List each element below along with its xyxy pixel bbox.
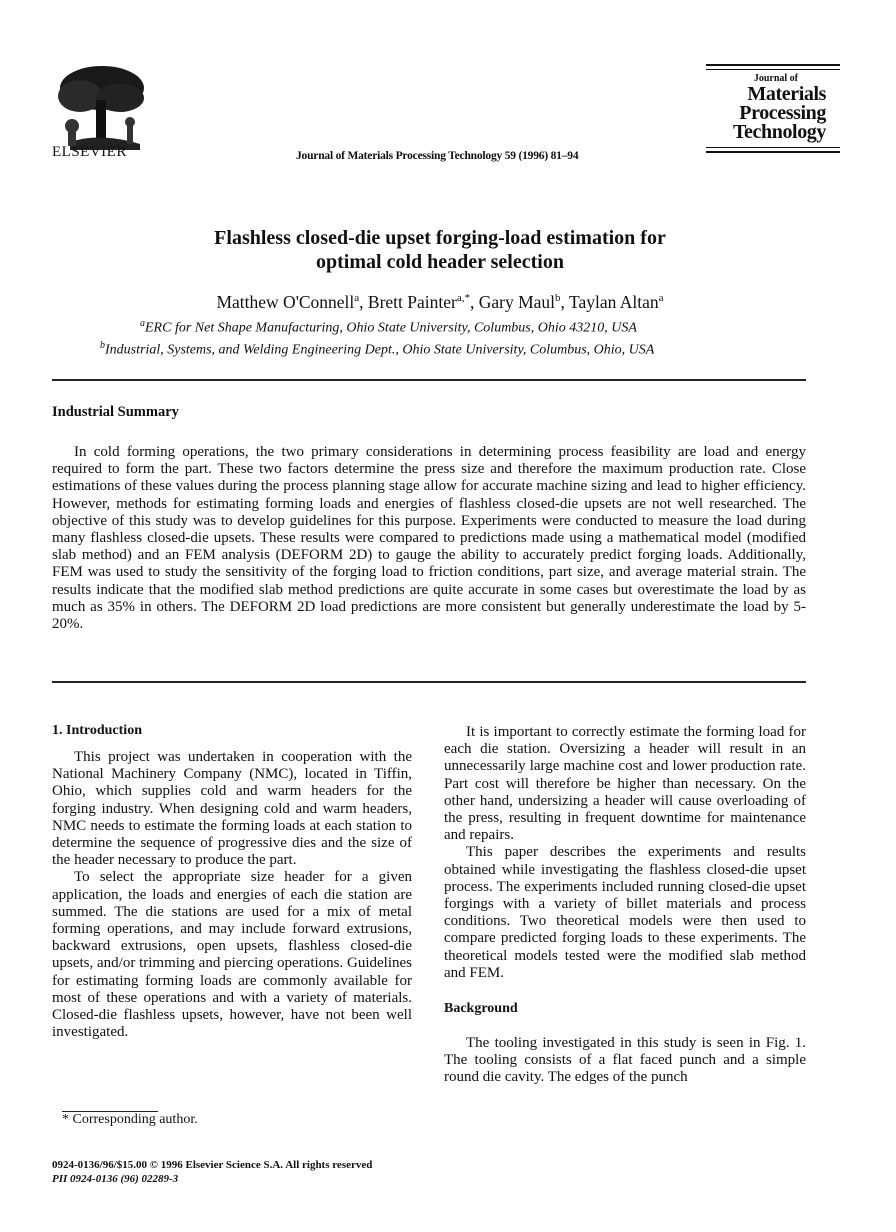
masthead-rule-bottom-thin <box>706 147 840 148</box>
body-paragraph: To select the appropriate size header for a given application, the loads and energies of each die station are summed. The die stations are used for a mix of metal forming operations, and may include forward extrusions, backward extrusions, open upsets, flashless closed-die upsets, and/or trimming and piercing operations. Guidelines for estimating forming loads are commonly available for most of these operations and with a variety of materials. Closed-die flashless upsets, however, have not been well investigated. <box>52 869 412 1041</box>
elsevier-tree-logo <box>50 62 150 154</box>
body-paragraph: This paper describes the experiments and results obtained while investigating the flashless closed-die upset process. The experiments included running closed-die upset forgings with a variety of billet materials and process conditions. Two theoretical models were then used to compare predicted forging loads to these experiments. The theoretical models tested were the modified slab method and FEM. <box>444 844 806 981</box>
section-divider <box>52 681 806 683</box>
affiliation-mark: b <box>100 340 105 351</box>
journal-masthead <box>706 64 840 156</box>
summary-paragraph: In cold forming operations, the two primary considerations in determining process feasibility are load and energy required to form the part. These two factors determine the press size and therefore the maximum production rate. Close estimations of these values during the process planning stage allow for accurate machine sizing and lead to higher efficiency. However, methods for estimating forming loads and energies of flashless closed-die upsets are not well researched. The objective of this study was to develop guidelines for this purpose. Experiments were conducted to measure the load during many flashless closed-die upsets. These results were compared to predictions made using a mathematical model (modified slab method) and an FEM analysis (DEFORM 2D) to gauge the ability to accurately predict forging loads. Additionally, FEM was used to study the sensitivity of the forging load to friction conditions, part size, and average material strain. The results indicate that the modified slab method predictions are quite accurate in some cases but overestimate the load by as much as 35% in others. The DEFORM 2D load predictions are more consistent but generally underestimate the load by 5-20%. <box>52 444 806 633</box>
affiliation-text: ERC for Net Shape Manufacturing, Ohio State University, Columbus, Ohio 43210, USA <box>145 320 637 336</box>
left-column <box>52 722 412 1041</box>
author-separator: , <box>560 292 569 312</box>
paper-title <box>100 226 780 274</box>
affiliation-text: Industrial, Systems, and Welding Engineering Dept., Ohio State University, Columbus, Ohio, USA <box>105 342 655 358</box>
author-separator: , <box>469 292 479 312</box>
footnote: * Corresponding author. <box>62 1112 198 1127</box>
author-name: Brett Painter <box>367 292 457 312</box>
copyright-text: 0924-0136/96/$15.00 © 1996 Elsevier Science S.A. All rights reserved <box>52 1159 373 1171</box>
body-paragraph: The tooling investigated in this study is seen in Fig. 1. The tooling consists of a flat faced punch and a simple round die cavity. The edges of the punch <box>444 1035 806 1086</box>
affiliation-mark: a <box>140 318 145 329</box>
author-name: Taylan Altan <box>568 292 659 312</box>
pii-text: PII 0924-0136 (96) 02289-3 <box>52 1173 179 1185</box>
journal-name-line-3: Technology <box>732 121 826 143</box>
right-column <box>444 724 806 1087</box>
author-affiliation-mark: a,* <box>456 292 470 305</box>
copyright-line <box>52 1158 372 1186</box>
author-separator: , <box>359 292 368 312</box>
author-name: Gary Maul <box>478 292 556 312</box>
author-list <box>100 292 780 313</box>
journal-name-line-1: Materials <box>747 83 826 105</box>
author-name: Matthew O'Connell <box>216 292 355 312</box>
journal-name <box>706 85 840 142</box>
masthead-rule-bottom <box>706 151 840 153</box>
introduction-heading: 1. Introduction <box>52 723 142 738</box>
affiliation-b <box>100 340 654 359</box>
author-affiliation-mark: b <box>555 292 561 305</box>
author-affiliation-mark: a <box>658 292 664 305</box>
journal-of-label: Journal of <box>753 73 798 84</box>
paper-title-line-1: Flashless closed-die upset forging-load estimation for <box>214 227 666 249</box>
publisher-name: ELSEVIER <box>52 144 127 160</box>
paper-title-line-2: optimal cold header selection <box>316 251 564 273</box>
background-heading: Background <box>444 1001 518 1017</box>
author-affiliation-mark: a <box>354 292 360 305</box>
body-paragraph: It is important to correctly estimate the forming load for each die station. Oversizing a header will result in an unnecessarily large machine cost and lower production rate. Part cost will therefore be higher than necessary. On the other hand, undersizing a header will cause overloading of the press, resulting in frequent downtime for maintenance and repairs. <box>444 724 806 844</box>
masthead-rule-top <box>706 64 840 66</box>
masthead-rule-top-thin <box>706 69 840 70</box>
journal-name-line-2: Processing <box>739 102 826 124</box>
body-paragraph: This project was undertaken in cooperation with the National Machinery Company (NMC), located in Tiffin, Ohio, which supplies cold and warm headers for the forging industry. When designing cold and warm headers, NMC needs to estimate the forming loads at each station to determine the sequence of progressive dies and the size of the header necessary to produce the part. <box>52 749 412 869</box>
journal-citation: Journal of Materials Processing Technology 59 (1996) 81–94 <box>296 150 579 162</box>
summary-heading: Industrial Summary <box>52 404 179 420</box>
section-divider <box>52 379 806 381</box>
affiliation-a <box>140 318 637 337</box>
